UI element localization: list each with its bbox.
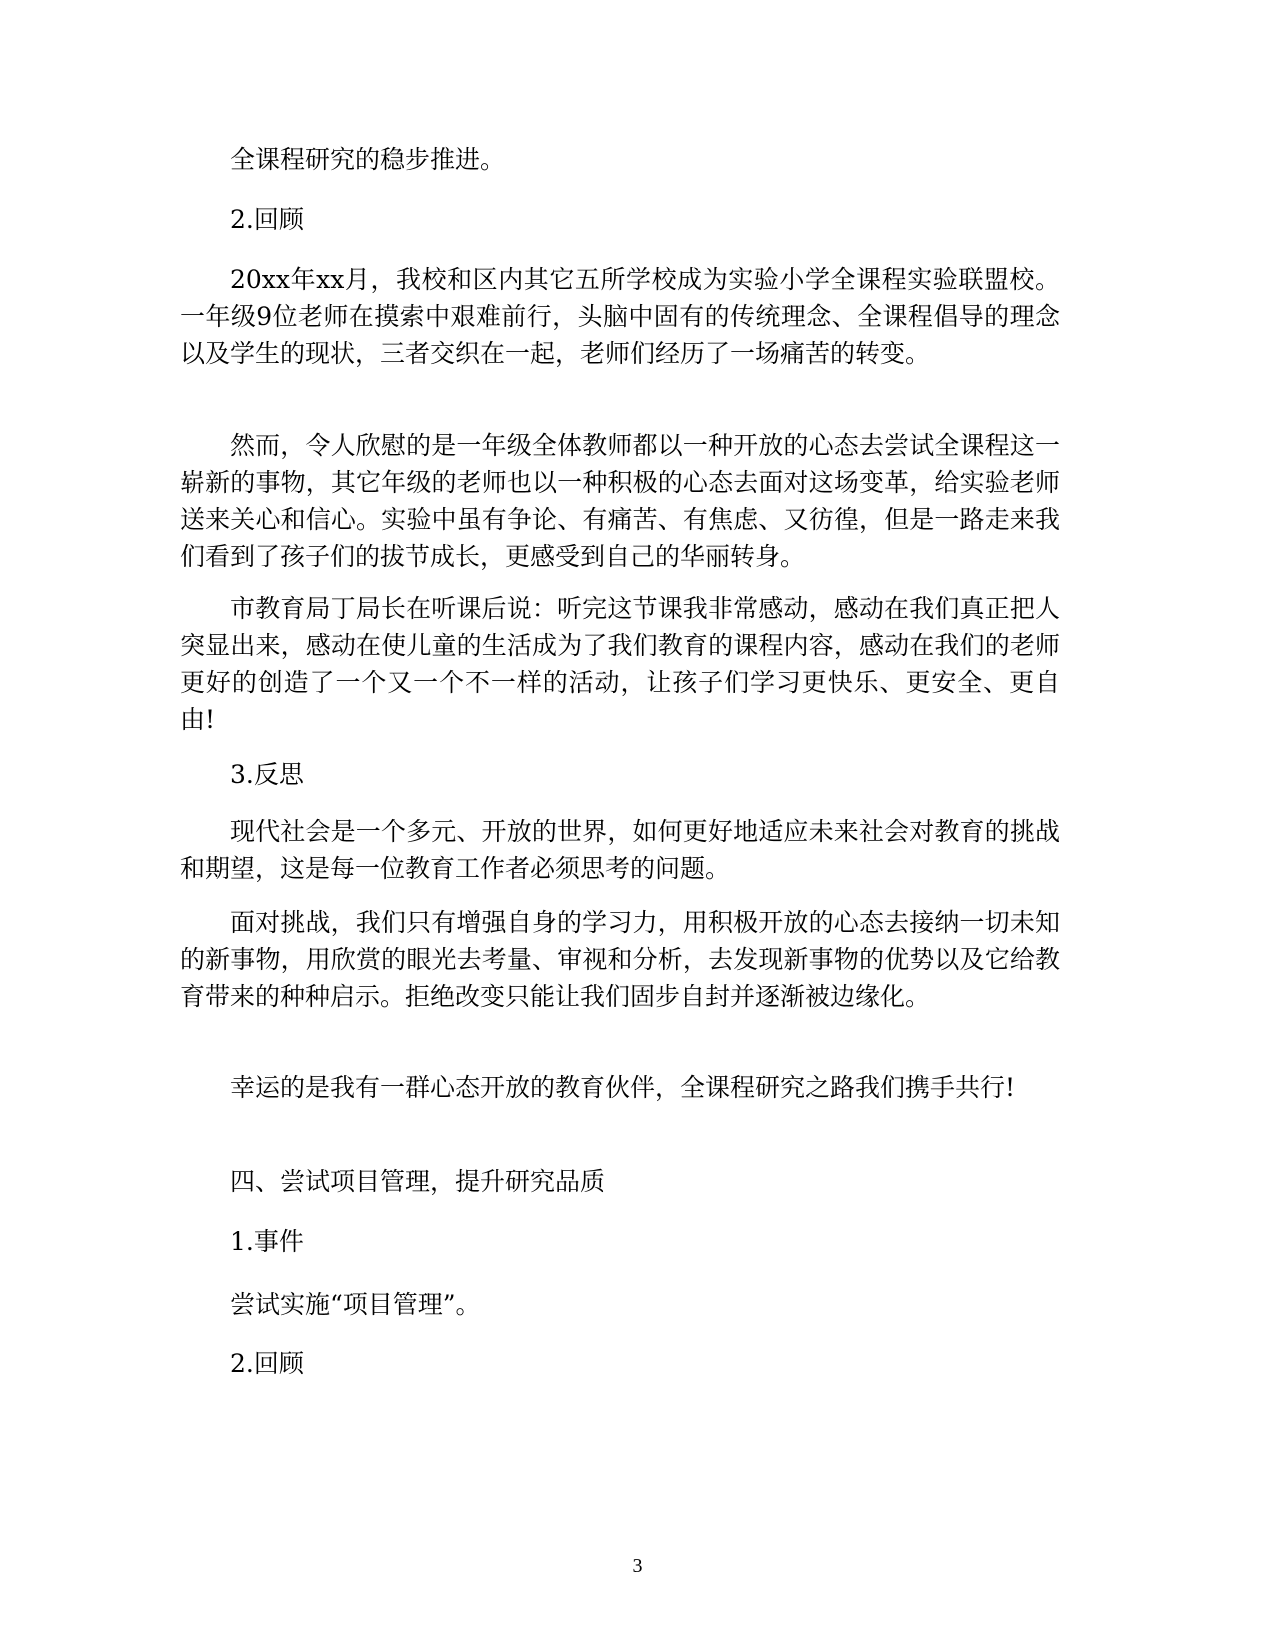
page-number: 3 [632, 1555, 643, 1577]
paragraph-7: 现代社会是一个多元、开放的世界，如何更好地适应未来社会对教育的挑战和期望，这是每一位教育工作者必须思考的问题。 [180, 817, 1060, 883]
paragraph-4: 然而，令人欣慰的是一年级全体教师都以一种开放的心态去尝试全课程这一崭新的事物，其它年级的老师也以一种积极的心态去面对这场变革，给实验老师送来关心和信心。实验中虽有争论、有痛苦、有焦虑、又彷徨，但是一路走来我们看到了孩子们的拔节成长，更感受到自己的华丽转身。 [180, 431, 1060, 571]
paragraph-11: 1.事件 [230, 1227, 304, 1256]
paragraph-10: 四、尝试项目管理，提升研究品质 [230, 1167, 606, 1196]
paragraph-2: 2.回顾 [230, 205, 304, 234]
paragraph-5: 市教育局丁局长在听课后说：听完这节课我非常感动，感动在我们真正把人突显出来，感动在使儿童的生活成为了我们教育的课程内容，感动在我们的老师更好的创造了一个又一个不一样的活动，让孩子们学习更快乐、更安全、更自由! [180, 594, 1060, 734]
paragraph-12: 尝试实施“项目管理”。 [230, 1290, 481, 1319]
paragraph-13: 2.回顾 [230, 1349, 304, 1378]
paragraph-8: 面对挑战，我们只有增强自身的学习力，用积极开放的心态去接纳一切未知的新事物，用欣赏的眼光去考量、审视和分析，去发现新事物的优势以及它给教育带来的种种启示。拒绝改变只能让我们固步自封并逐渐被边缘化。 [180, 908, 1060, 1011]
paragraph-1: 全课程研究的稳步推进。 [230, 145, 506, 174]
paragraph-3: 20xx年xx月，我校和区内其它五所学校成为实验小学全课程实验联盟校。一年级9位老师在摸索中艰难前行，头脑中固有的传统理念、全课程倡导的理念以及学生的现状，三者交织在一起，老师们经历了一场痛苦的转变。 [180, 265, 1060, 368]
paragraph-6: 3.反思 [230, 760, 304, 789]
paragraph-9: 幸运的是我有一群心态开放的教育伙伴，全课程研究之路我们携手共行! [230, 1073, 1016, 1102]
